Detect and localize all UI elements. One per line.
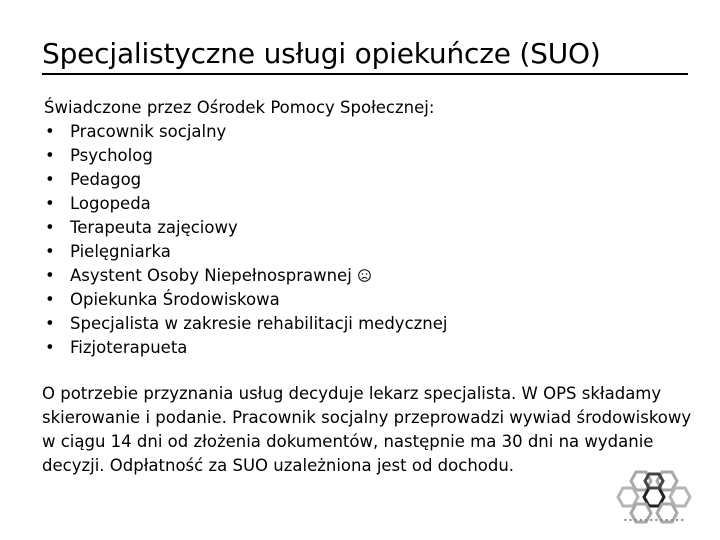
list-item: [44, 192, 694, 216]
list-item-label: Terapeuta zajęciowy: [70, 218, 238, 237]
intro-text: Świadczone przez Ośrodek Pomocy Społecznej:: [44, 98, 435, 117]
sad-face-icon: [358, 265, 371, 278]
list-item-label: Fizjoterapueta: [70, 338, 188, 357]
list-item: [44, 216, 694, 240]
list-item: [44, 288, 694, 312]
list-item-label: Pracownik socjalny: [70, 122, 227, 141]
list-item: [44, 240, 694, 264]
list-item: [44, 336, 694, 360]
info-paragraph: O potrzebie przyznania usług decyduje lekarz specjalista. W OPS składamy skierowanie i podanie. Pracownik socjalny przeprowadzi wywiad środowiskowy w ciągu 14 dni od złożenia dokumentów, następnie ma 30 dni na wydanie decyzji. Odpłatność za SUO uzależniona jest od dochodu.: [42, 384, 692, 475]
list-item: [44, 120, 694, 144]
list-item: [44, 264, 694, 288]
list-item-label: Asystent Osoby Niepełnosprawnej: [70, 266, 352, 285]
list-item-label: Psycholog: [70, 146, 153, 165]
list-item-label: Pielęgniarka: [70, 242, 171, 261]
list-item: [44, 312, 694, 336]
logo-caption-decoration: ▪ ▪ ▪ ▪ ▪ ▪ ▪ ▪ ▪ ▪ ▪ ▪: [623, 517, 685, 522]
bullet-list: [44, 120, 694, 360]
content-block: [44, 96, 694, 360]
title-underline: [42, 73, 688, 75]
list-item: [44, 144, 694, 168]
list-item-label: Opiekunka Środowiskowa: [70, 290, 280, 309]
list-item-label: Pedagog: [70, 170, 142, 189]
list-item: [44, 168, 694, 192]
slide-title: Specjalistyczne usługi opiekuńcze (SUO): [42, 37, 601, 70]
list-item-label: Specjalista w zakresie rehabilitacji medycznej: [70, 314, 448, 333]
list-item-label: Logopeda: [70, 194, 151, 213]
